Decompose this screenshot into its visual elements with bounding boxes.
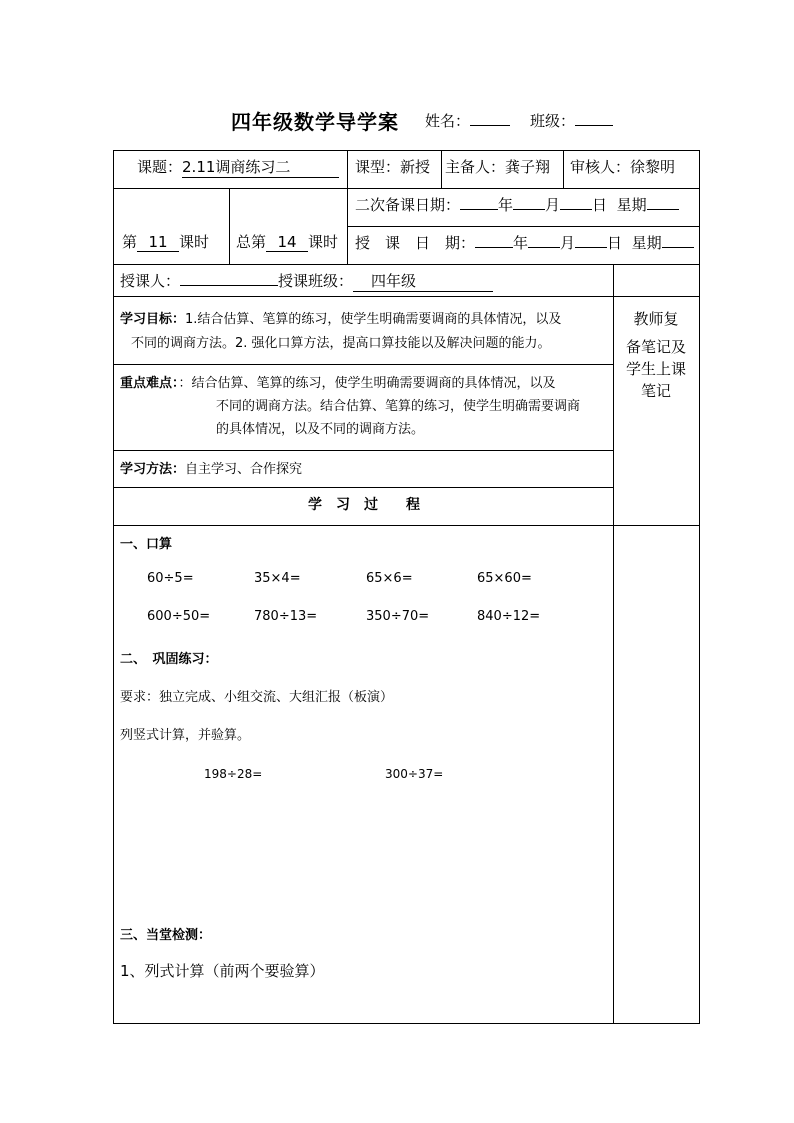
side-note-line2: 备笔记及	[625, 338, 686, 356]
method-row	[120, 458, 302, 477]
name-field	[425, 110, 510, 131]
total-number: 14	[266, 233, 308, 252]
year-label: 年	[513, 234, 529, 252]
month-label: 月	[560, 234, 576, 252]
keypoints-text-2: 不同的调商方法。结合估算、笔算的练习，使学生明确需要调商	[216, 399, 581, 414]
month-blank	[528, 233, 560, 248]
practice-problem-1: 198÷28=	[204, 767, 263, 781]
teach-class-value: 四年级	[353, 270, 493, 292]
teacher-blank	[180, 271, 278, 286]
page-title: 四年级数学导学案	[231, 110, 399, 134]
class-label: 班级：	[530, 112, 576, 130]
teacher-label: 授课人：	[120, 272, 181, 290]
topic-value: 2.11调商练习二	[182, 156, 339, 178]
mental-calc-5: 600÷50=	[147, 609, 211, 624]
process-title: 学 习 过 程	[308, 497, 420, 513]
goals-label: 学习目标：	[120, 312, 186, 327]
day-blank	[575, 233, 607, 248]
method-label: 学习方法：	[120, 462, 186, 477]
name-label: 姓名：	[425, 112, 471, 130]
preparer: 主备人：龚子翔	[445, 158, 551, 176]
month-label: 月	[545, 196, 561, 214]
mental-calc-4: 65×60=	[477, 571, 532, 586]
lesson-pre: 第	[122, 233, 138, 251]
month-blank	[513, 195, 545, 210]
total-lesson-cell	[236, 231, 338, 252]
year-label: 年	[498, 196, 514, 214]
teach-class-label: 授课班级：	[278, 272, 354, 290]
teach-date	[355, 232, 694, 253]
keypoints-label: 重点难点：	[120, 376, 179, 391]
topic-label: 课题：	[137, 158, 183, 176]
goals-line1	[120, 308, 561, 327]
mental-calc-2: 35×4=	[254, 571, 301, 586]
day-label: 日	[607, 234, 623, 252]
side-note-line4: 笔记	[640, 382, 671, 400]
year-blank	[475, 233, 513, 248]
section3-title: 三、当堂检测：	[120, 928, 212, 943]
name-blank	[470, 111, 510, 126]
mental-calc-3: 65×6=	[366, 571, 413, 586]
keypoints-line1	[120, 372, 556, 391]
year-blank	[460, 195, 498, 210]
total-pre: 总第	[236, 233, 267, 251]
mental-calc-1: 60÷5=	[147, 571, 194, 586]
section1-title: 一、口算	[120, 537, 173, 552]
practice-problem-2: 300÷37=	[385, 767, 444, 781]
teach-date-label: 授 课 日 期：	[355, 234, 476, 252]
section2-title: 二、 巩固练习：	[120, 652, 218, 667]
mental-calc-6: 780÷13=	[254, 609, 318, 624]
class-blank	[575, 111, 613, 126]
lesson-post: 课时	[179, 233, 210, 251]
class-field	[530, 110, 613, 131]
lesson-type: 课型：新授	[355, 158, 431, 176]
method-value: 自主学习、合作探究	[185, 462, 303, 477]
day-blank	[560, 195, 592, 210]
side-note	[613, 305, 699, 405]
goals-text-1: 1.结合估算、笔算的练习，使学生明确需要调商的具体情况，以及	[185, 312, 562, 327]
week-blank	[662, 233, 694, 248]
side-note-line1: 教师复	[633, 310, 679, 328]
goals-text-2: 不同的调商方法。2. 强化口算方法，提高口算技能以及解决问题的能力。	[131, 336, 551, 351]
total-post: 课时	[308, 233, 339, 251]
week-label: 星期	[631, 234, 662, 252]
keypoints-text-1: ：结合估算、笔算的练习，使学生明确需要调商的具体情况，以及	[178, 376, 556, 391]
lesson-number: 11	[137, 233, 179, 252]
section2-instruction: 列竖式计算，并验算。	[120, 728, 251, 743]
keypoints-text-3: 的具体情况，以及不同的调商方法。	[216, 422, 425, 437]
second-prep-label: 二次备课日期：	[355, 196, 461, 214]
teacher-row	[120, 270, 493, 292]
section3-item1: 1、列式计算（前两个要验算）	[120, 962, 325, 980]
reviewer: 审核人：徐黎明	[570, 158, 676, 176]
mental-calc-7: 350÷70=	[366, 609, 430, 624]
week-blank	[647, 195, 679, 210]
week-label: 星期	[616, 196, 647, 214]
second-prep-date	[355, 194, 679, 215]
topic-cell	[137, 156, 339, 178]
section2-requirement: 要求：独立完成、小组交流、大组汇报（板演）	[120, 690, 394, 705]
lesson-number-cell	[122, 231, 209, 252]
day-label: 日	[592, 196, 608, 214]
side-note-line3: 学生上课	[625, 360, 686, 378]
mental-calc-8: 840÷12=	[477, 609, 541, 624]
